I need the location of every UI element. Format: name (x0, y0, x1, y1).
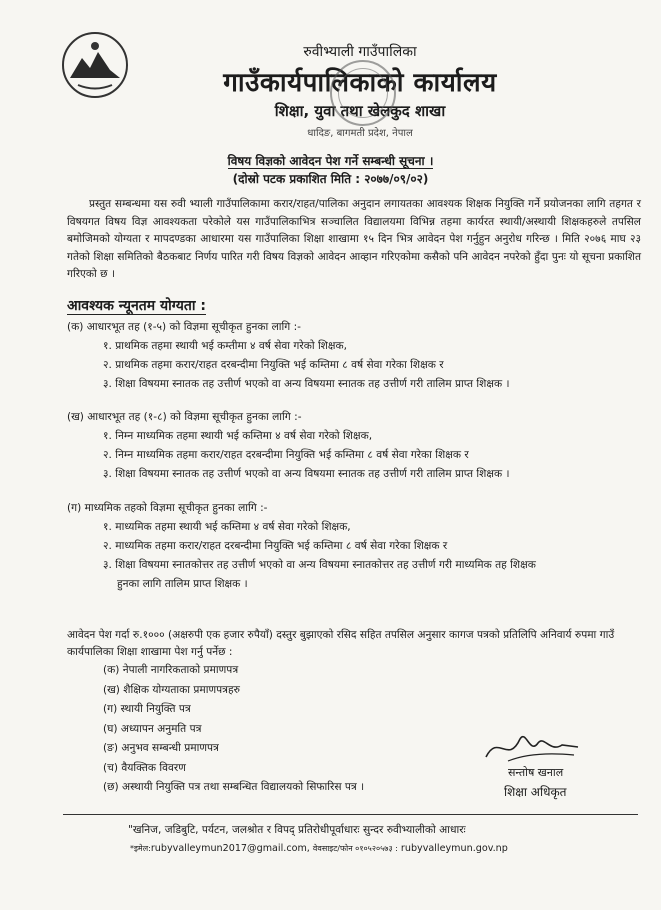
notice-title: विषय विज्ञको आवेदन पेश गर्ने सम्बन्धी सूचना । (227, 154, 434, 168)
requirement-group-kha (67, 409, 641, 484)
signatory-name: सन्तोष खनाल (508, 766, 564, 779)
list-item: (ग) स्थायी नियुक्ति पत्र (103, 703, 191, 715)
email-label: *इमेल: (130, 844, 151, 853)
group-title: (क) आधारभूत तह (१-५) को विज्ञमा सूचीकृत हुनका लागि :- (67, 321, 301, 333)
documents-list (103, 661, 364, 798)
application-paragraph: आवेदन पेश गर्दा रु.१००० (अक्षरुपी एक हजार रुपैयाँ) दस्तुर बुझाएको रसिद सहित तपसिल अनुसार कागज पत्रको प्रतिलिपि अनिवार्य रुपमा गाउँ कार्यपालिका शिक्षा शाखामा पेश गर्नु पर्नेछ : (67, 629, 615, 658)
list-item: (क) नेपाली नागरिकताको प्रमाणपत्र (103, 664, 239, 676)
list-item: २. माध्यमिक तहमा करार/राहत दरबन्दीमा नियुक्ति भई कम्तिमा ८ वर्ष सेवा गरेका शिक्षक र (103, 540, 448, 552)
office-place: धादिङ, बागमती प्रदेश, नेपाल (307, 128, 413, 139)
signatory-title: शिक्षा अधिकृत (504, 785, 567, 799)
list-item: ३. शिक्षा विषयमा स्नातक तह उत्तीर्ण भएको वा अन्य विषयमा स्नातक तह उत्तीर्ण गरी तालिम प्राप्त शिक्षक । (103, 468, 510, 480)
group-title: (ख) आधारभूत तह (१-८) को विज्ञमा सूचीकृत हुनका लागि :- (67, 411, 302, 423)
office-name: गाउँकार्यपालिकाको कार्यालय (223, 68, 497, 98)
list-item: (च) वैयक्तिक विवरण (103, 761, 186, 774)
list-item: ३. शिक्षा विषयमा स्नातक तह उत्तीर्ण भएको वा अन्य विषयमा स्नातक तह उत्तीर्ण गरी तालिम प्राप्त शिक्षक । (103, 378, 510, 390)
list-item: १. निम्न माध्यमिक तहमा स्थायी भई कम्तिमा ४ वर्ष सेवा गरेको शिक्षक, (103, 430, 373, 442)
footer-divider (63, 814, 638, 815)
website-link[interactable]: rubyvalleymun.gov.np (400, 843, 508, 854)
list-item: २. प्राथमिक तहमा करार/राहत दरबन्दीमा नियुक्ति भई कम्तिमा ८ वर्ष सेवा गरेका शिक्षक र (103, 359, 444, 371)
signature-icon (478, 725, 588, 770)
group-title: (ग) माध्यमिक तहको विज्ञमा सूचीकृत हुनका लागि :- (67, 502, 268, 514)
notice-date: (दोस्रो पटक प्रकाशित मिति : २०७७/०९/०२) (232, 172, 429, 186)
list-item: २. निम्न माध्यमिक तहमा करार/राहत दरबन्दीमा नियुक्ति भई कम्तिमा ८ वर्ष सेवा गरेका शिक्षक र (103, 449, 469, 461)
nepal-emblem-icon (60, 30, 130, 100)
requirement-group-ka (67, 319, 641, 394)
email-link[interactable]: rubyvalleymun2017@gmail.com, (150, 843, 310, 854)
footer-contact (130, 843, 508, 854)
municipality-name: रुवीभ्याली गाउँपालिका (303, 44, 417, 60)
footer-slogan: "खनिज, जडिबुटि, पर्यटन, जलश्रोत र विपद् प्रतिरोधीपूर्वाधारः सुन्दर रुवीभ्यालीको आधारः (128, 824, 466, 836)
website-label: वेवसाइट/फोन ०१०५२०५७३ : (312, 844, 398, 853)
office-stamp-icon (330, 60, 396, 126)
list-item: ३. शिक्षा विषयमा स्नातकोत्तर तह उत्तीर्ण भएको वा अन्य विषयमा स्नातकोत्तर तह उत्तीर्ण गरी माध्यमिक तह शिक्षक (103, 559, 536, 571)
requirements-heading: आवश्यक न्यूनतम योग्यता : (67, 298, 206, 314)
requirement-group-ga (67, 500, 641, 594)
list-item: १. प्राथमिक तहमा स्थायी भई कम्तीमा ४ वर्ष सेवा गरेको शिक्षक, (103, 340, 347, 352)
list-item: १. माध्यमिक तहमा स्थायी भई कम्तिमा ४ वर्ष सेवा गरेको शिक्षक, (103, 521, 351, 533)
list-item: (ख) शैक्षिक योग्यताका प्रमाणपत्रहरु (103, 683, 240, 696)
list-item: हुनका लागि तालिम प्राप्त शिक्षक । (117, 578, 248, 590)
list-item: (छ) अस्थायी नियुक्ति पत्र तथा सम्बन्धित विद्यालयको सिफारिस पत्र । (103, 781, 365, 793)
intro-paragraph: प्रस्तुत सम्बन्धमा यस रुवी भ्याली गाउँपालिकामा करार/राहत/पालिका अनुदान लगायतका आवश्यक शिक्षक नियुक्ति गर्ने प्रयोजनका लागि तहगत र विषयगत विषय विज्ञ आवश्यकता परेकोले यस गाउँपालिकाभित्र सञ्चालित विद्यालयमा विभिन्न तहमा कार्यरत स्थायी/अस्थायी शिक्षकहरुले तपसिल बमोजिमको योग्यता र मापदण्डका आधारमा यस गाउँपालिका शिक्षा शाखामा १५ दिन भित्र आवेदन पेश गर्नुहुन अनुरोध गरिन्छ । मिति २०७६ माघ २३ गतेको शिक्षा समितिको बैठकबाट निर्णय पारित गरी विषय विज्ञको आवेदन आव्हान गरिएकोमा कसैको पनि आवेदन नपरेको हुँदा पुनः यो सूचना प्रकाशित गरिएको छ । (67, 198, 641, 280)
section-name: शिक्षा, युवा तथा खेलकुद शाखा (274, 102, 446, 120)
list-item: (ङ) अनुभव सम्बन्धी प्रमाणपत्र (103, 742, 219, 754)
list-item: (घ) अध्यापन अनुमति पत्र (103, 722, 202, 735)
